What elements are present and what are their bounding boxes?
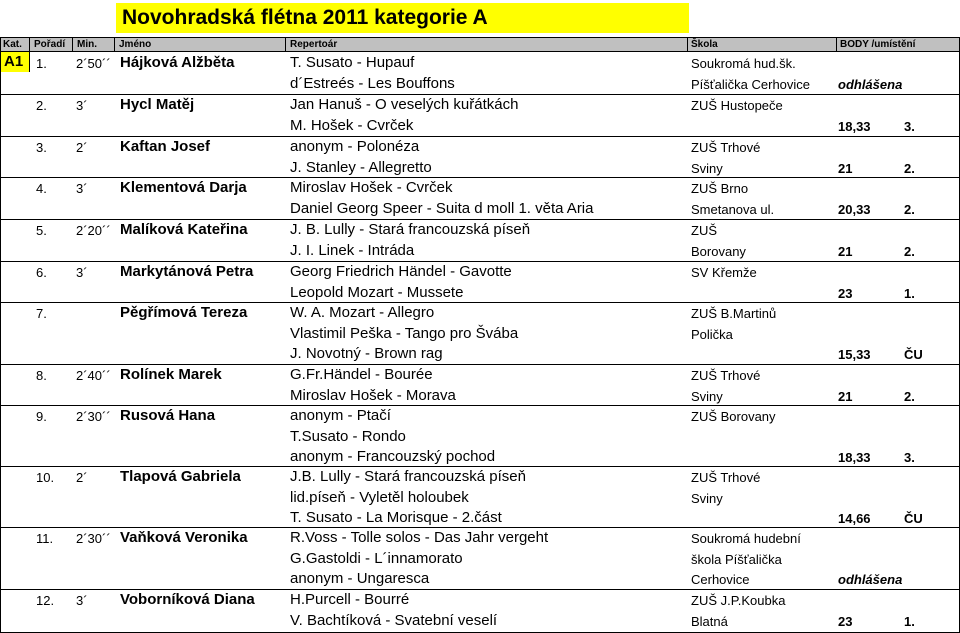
status-withdrawn: odhlášena — [838, 76, 903, 92]
repertoire-item: V. Bachtíková - Svatební veselí — [290, 611, 498, 629]
repertoire-item: Vlastimil Peška - Tango pro Švába — [290, 324, 519, 342]
kat-label: A1 — [4, 53, 24, 70]
school-line: Borovany — [691, 243, 746, 259]
entry-name: Kaftan Josef — [120, 138, 211, 155]
repertoire-item: Daniel Georg Speer - Suita d moll 1. věta Aria — [290, 199, 594, 217]
placement: 3. — [904, 450, 915, 466]
repertoire-item: T. Susato - Hupauf — [290, 54, 415, 71]
repertoire-item: G.Fr.Händel - Bourée — [290, 366, 433, 383]
entry-poradi: 2. — [36, 98, 47, 113]
score: 14,66 — [838, 511, 871, 527]
school-line: Sviny — [691, 160, 723, 176]
repertoire-item: anonym - Polonéza — [290, 138, 420, 155]
repertoire-item: J.B. Lully - Stará francouzská píseň — [290, 468, 526, 485]
school-line: ZUŠ B.Martinů — [691, 306, 777, 321]
school-line: Blatná — [691, 613, 728, 629]
row-divider — [0, 466, 960, 467]
score: 18,33 — [838, 450, 871, 466]
repertoire-item: R.Voss - Tolle solos - Das Jahr vergeht — [290, 529, 549, 546]
school-line: ZUŠ Hustopeče — [691, 98, 783, 113]
repertoire-item: Jan Hanuš - O veselých kuřátkách — [290, 96, 519, 113]
entry-poradi: 7. — [36, 306, 47, 321]
entry-name: Markytánová Petra — [120, 263, 254, 280]
row-divider — [0, 405, 960, 406]
repertoire-item: J. I. Linek - Intráda — [290, 241, 415, 259]
repertoire-item: anonym - Ptačí — [290, 407, 391, 424]
placement: 2. — [904, 201, 915, 217]
entry-min: 2´40´´ — [76, 368, 111, 383]
repertoire-item: Georg Friedrich Händel - Gavotte — [290, 263, 512, 280]
entry-poradi: 9. — [36, 409, 47, 424]
entry-poradi: 12. — [36, 593, 55, 608]
school-line: Soukromá hud.šk. — [691, 56, 796, 71]
header-poradi: Pořadí — [34, 39, 66, 50]
score: 23 — [838, 285, 853, 301]
entry-poradi: 8. — [36, 368, 47, 383]
school-line: Cerhovice — [691, 572, 750, 588]
school-line: Soukromá hudební — [691, 531, 801, 546]
placement: 1. — [904, 285, 915, 301]
kat-divider — [29, 52, 30, 72]
repertoire-item: J. Novotný - Brown rag — [290, 345, 443, 363]
header-min: Min. — [77, 39, 97, 50]
repertoire-item: J. Stanley - Allegretto — [290, 158, 432, 176]
repertoire-item: T. Susato - La Morisque - 2.část — [290, 509, 502, 527]
entry-name: Klementová Darja — [120, 179, 247, 196]
repertoire-item: Leopold Mozart - Mussete — [290, 283, 464, 301]
row-divider — [0, 364, 960, 365]
school-line: ZUŠ Brno — [691, 181, 749, 196]
entry-poradi: 5. — [36, 223, 47, 238]
score: 21 — [838, 160, 853, 176]
row-divider — [0, 94, 960, 95]
school-line: Píšťalička Cerhovice — [691, 76, 811, 92]
entry-min: 2´30´´ — [76, 531, 111, 546]
school-line: ZUŠ J.P.Koubka — [691, 593, 786, 608]
entry-poradi: 6. — [36, 265, 47, 280]
score: 23 — [838, 613, 853, 629]
entry-min: 2´ — [76, 140, 88, 155]
entry-name: Hycl Matěj — [120, 96, 195, 113]
repertoire-item: anonym - Ungaresca — [290, 570, 430, 588]
repertoire-item: W. A. Mozart - Allegro — [290, 304, 435, 321]
placement: 3. — [904, 118, 915, 134]
entry-min: 2´20´´ — [76, 223, 111, 238]
school-line: škola Píšťalička — [691, 551, 782, 567]
repertoire-item: Miroslav Hošek - Morava — [290, 386, 456, 404]
row-divider — [0, 527, 960, 528]
row-divider — [0, 261, 960, 262]
score: 21 — [838, 243, 853, 259]
entry-name: Rusová Hana — [120, 407, 216, 424]
status-withdrawn: odhlášena — [838, 572, 903, 588]
school-line: ZUŠ Trhové — [691, 470, 761, 485]
placement: 1. — [904, 613, 915, 629]
repertoire-item: J. B. Lully - Stará francouzská píseň — [290, 221, 531, 238]
page-title: Novohradská flétna 2011 kategorie A — [116, 3, 689, 33]
entry-poradi: 11. — [36, 531, 54, 546]
repertoire-item: anonym - Francouzský pochod — [290, 448, 496, 466]
school-line: ZUŠ — [691, 223, 717, 238]
repertoire-item: G.Gastoldi - L´innamorato — [290, 549, 463, 567]
entry-poradi: 4. — [36, 181, 47, 196]
entry-min: 2´ — [76, 470, 88, 485]
placement: ČU — [904, 511, 923, 527]
score: 18,33 — [838, 118, 871, 134]
entry-name: Hájková Alžběta — [120, 54, 235, 71]
entry-min: 2´50´´ — [76, 56, 111, 71]
header-repertoar: Repertoár — [290, 39, 338, 50]
entry-min: 3´ — [76, 593, 88, 608]
header-kat: Kat. — [3, 39, 22, 50]
score: 15,33 — [838, 347, 871, 363]
header-body: BODY /umístění — [840, 39, 916, 50]
repertoire-item: H.Purcell - Bourré — [290, 591, 410, 608]
table-border — [0, 37, 1, 633]
row-divider — [0, 219, 960, 220]
entry-poradi: 10. — [36, 470, 55, 485]
school-line: Sviny — [691, 388, 723, 404]
entry-min: 3´ — [76, 98, 88, 113]
row-divider — [0, 589, 960, 590]
school-line: ZUŠ Borovany — [691, 409, 776, 424]
placement: 2. — [904, 243, 915, 259]
placement: 2. — [904, 388, 915, 404]
school-line: ZUŠ Trhové — [691, 140, 761, 155]
placement: ČU — [904, 347, 923, 363]
school-line: Sviny — [691, 490, 723, 506]
row-divider — [0, 136, 960, 137]
entry-min: 2´30´´ — [76, 409, 111, 424]
school-line: SV Křemže — [691, 265, 757, 280]
entry-name: Pěgřímová Tereza — [120, 304, 248, 321]
repertoire-item: T.Susato - Rondo — [290, 427, 406, 445]
header-jmeno: Jméno — [119, 39, 152, 50]
school-line: Polička — [691, 326, 733, 342]
repertoire-item: lid.píseň - Vyletěl holoubek — [290, 488, 469, 506]
school-line: Smetanova ul. — [691, 201, 775, 217]
entry-name: Tlapová Gabriela — [120, 468, 241, 485]
entry-name: Rolínek Marek — [120, 366, 222, 383]
entry-name: Voborníková Diana — [120, 591, 255, 608]
entry-min: 3´ — [76, 265, 88, 280]
repertoire-item: M. Hošek - Cvrček — [290, 116, 414, 134]
table-header — [0, 37, 960, 52]
entry-name: Vaňková Veronika — [120, 529, 248, 546]
repertoire-item: d´Estreés - Les Bouffons — [290, 74, 455, 92]
score: 20,33 — [838, 201, 871, 217]
score: 21 — [838, 388, 853, 404]
school-line: ZUŠ Trhové — [691, 368, 761, 383]
header-skola: Škola — [691, 39, 718, 50]
row-divider — [0, 177, 960, 178]
placement: 2. — [904, 160, 915, 176]
repertoire-item: Miroslav Hošek - Cvrček — [290, 179, 453, 196]
entry-poradi: 1. — [36, 56, 47, 71]
row-divider — [0, 302, 960, 303]
entry-name: Malíková Kateřina — [120, 221, 248, 238]
entry-poradi: 3. — [36, 140, 47, 155]
entry-min: 3´ — [76, 181, 88, 196]
